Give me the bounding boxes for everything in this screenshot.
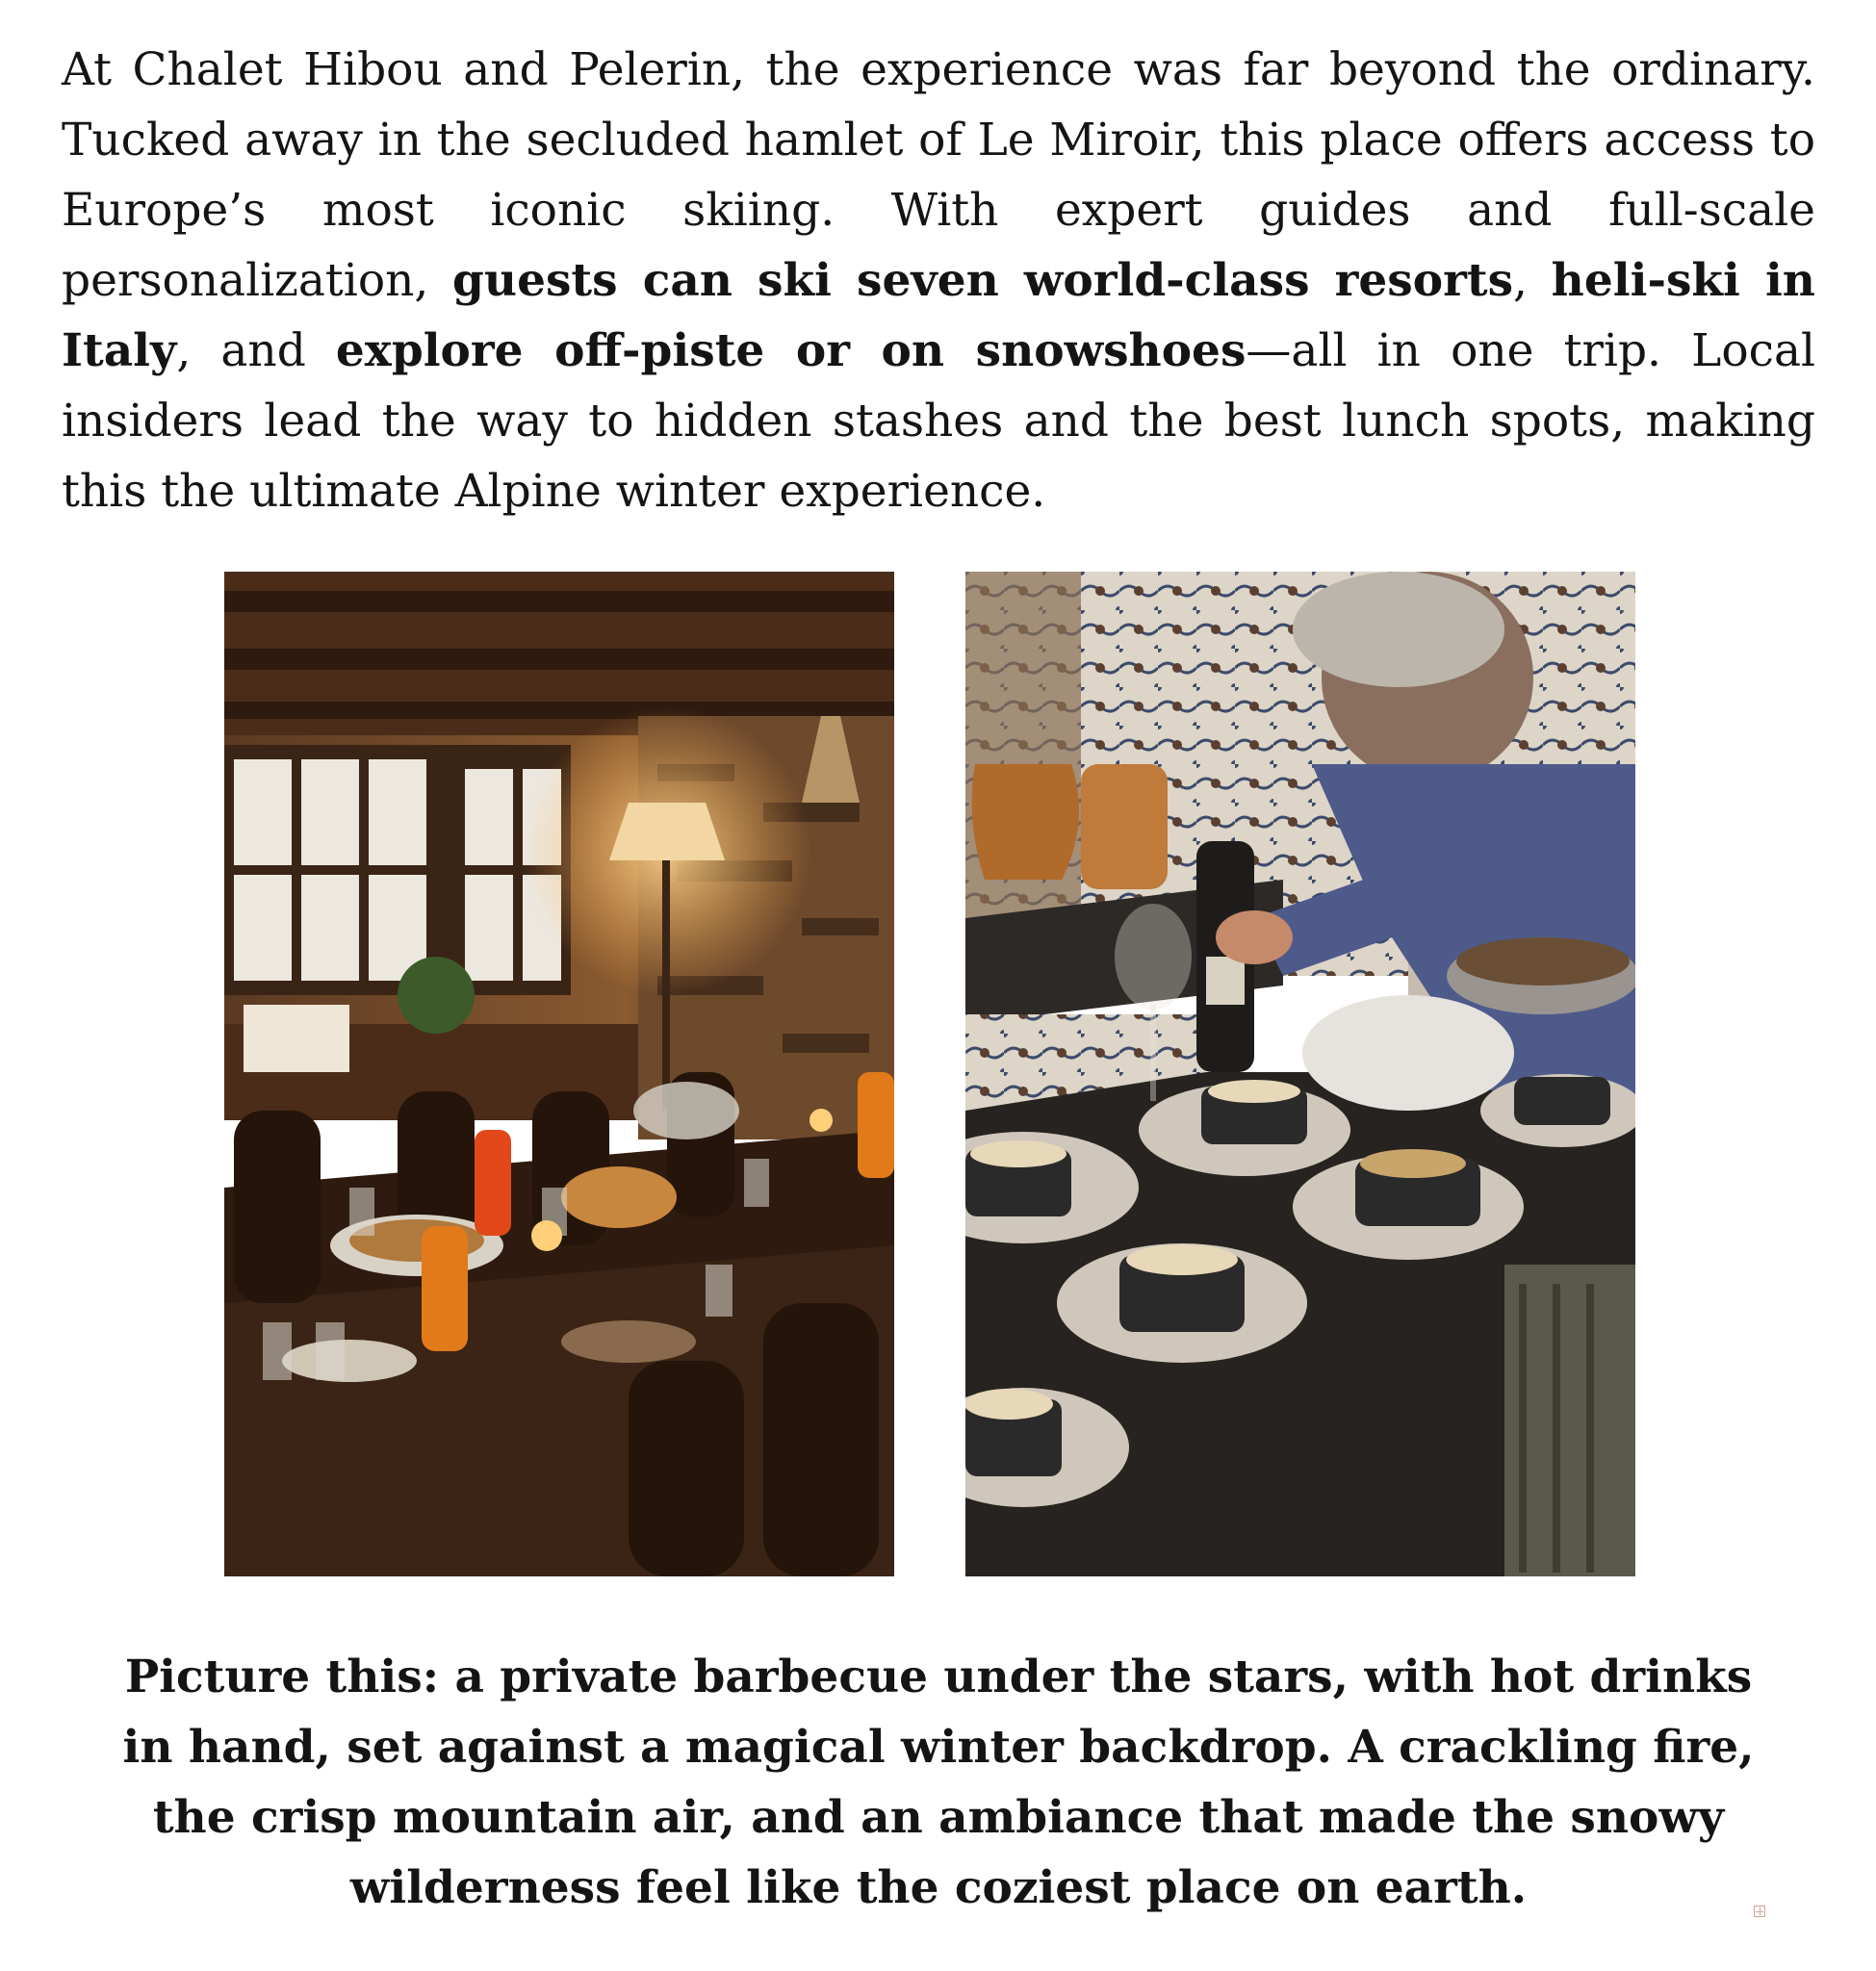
intro-text-1: At Chalet Hibou and Pelerin, the experience was far beyond the ordinary. Tucked away in the secluded hamlet of Le Miroir, this place offers access to Europe’s most iconic skiing. With expert guides and full-scale personalization, — [62, 43, 1815, 307]
intro-highlight-resorts: guests can ski seven world-class resorts — [452, 254, 1514, 307]
kitchen-chef-photo — [965, 572, 1635, 1576]
intro-text-3: , and — [176, 324, 336, 377]
intro-paragraph — [62, 35, 1815, 526]
expand-icon — [1754, 1906, 1765, 1917]
dining-room-image — [224, 572, 894, 1576]
intro-text-4: —all in one trip. Local insiders lead the way to hidden stashes and the best lunch spots, making this the ultimate Alpine winter experience. — [62, 324, 1816, 518]
kitchen-chef-image — [965, 572, 1635, 1576]
pull-quote: Picture this: a private barbecue under the stars, with hot drinks in hand, set against a magical winter backdrop. A crackling fire, the crisp mountain air, and an ambiance that made the snowy wilderness feel like the coziest place on earth. — [122, 1651, 1755, 1914]
intro-highlight-offpiste: explore off-piste or on snowshoes — [335, 324, 1246, 377]
intro-text-2: , — [1513, 254, 1552, 307]
intro-highlight-heliski: heli-ski in Italy — [62, 254, 1815, 377]
dining-room-photo — [224, 572, 894, 1576]
